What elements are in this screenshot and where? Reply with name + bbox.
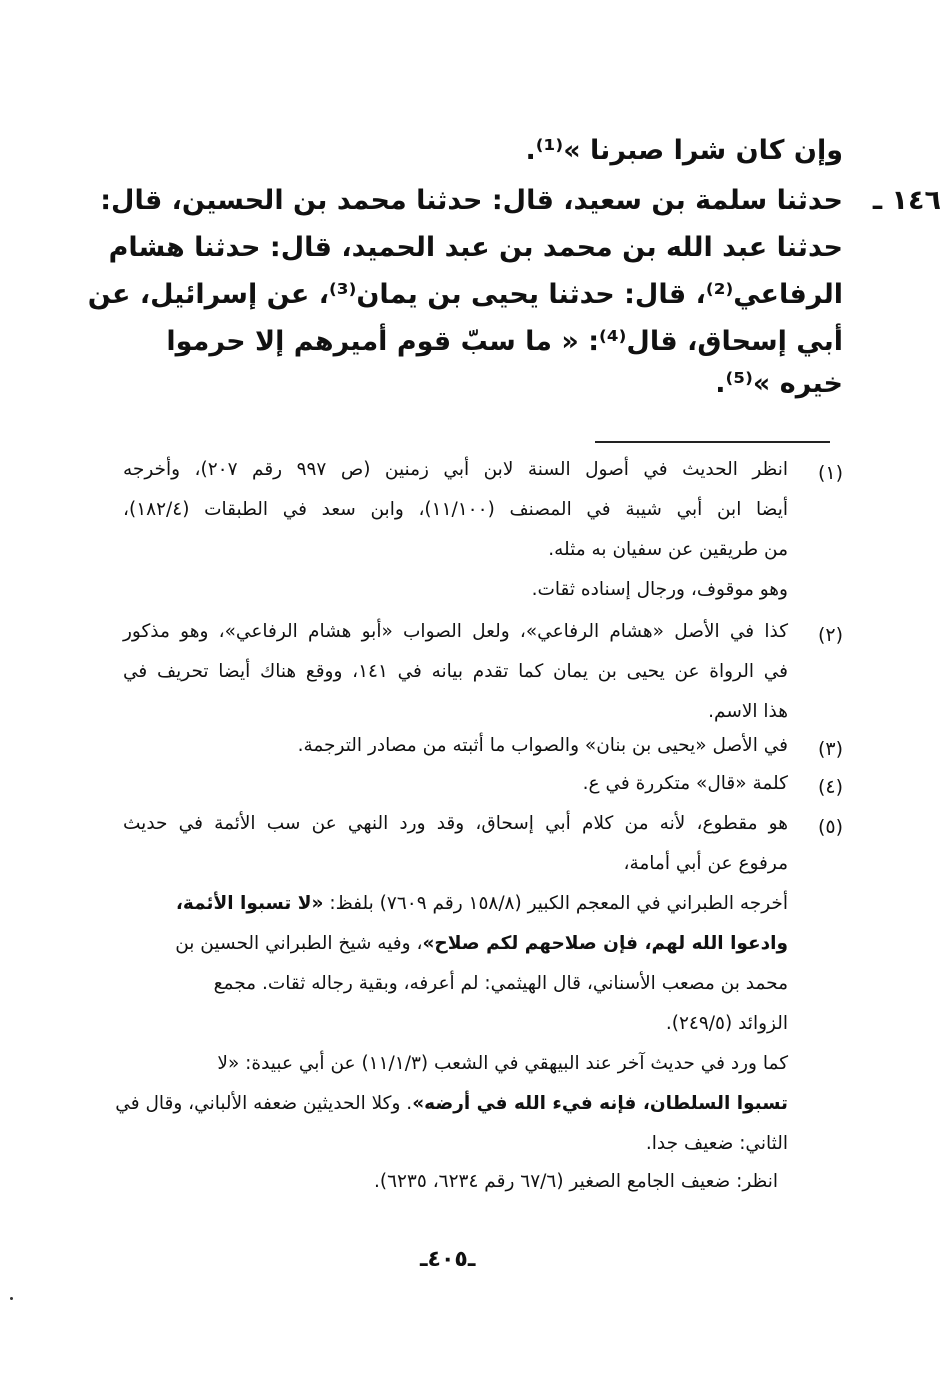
footnote-5 [108, 810, 788, 1200]
footnote-line: في الأصل «يحيى بن بنان» والصواب ما أثبته من مصادر الترجمة. [297, 735, 788, 756]
footnote-number: (٤) [817, 776, 843, 798]
main-line-2: حدثنا سلمة بن سعيد، قال: حدثنا محمد بن الحسين، قال: [100, 185, 843, 216]
footnote-number: (٥) [817, 816, 843, 838]
footnote-number: (١) [817, 462, 843, 484]
main-line-6: خيره »⁽⁵⁾. [715, 368, 843, 399]
footnote-line: الثاني: ضعيف جدا. [645, 1133, 788, 1154]
footnote-line: هذا الاسم. [708, 701, 788, 722]
footnote-line: انظر الحديث في أصول السنة لابن أبي زمنين (ص ٩٩٧ رقم ٢٠٧)، وأخرجه [123, 459, 788, 480]
footnote-line [175, 930, 788, 957]
footnote-text: أخرجه الطبراني في المعجم الكبير (١٥٨/٨ رقم ٧٦٠٩) بلفظ: [329, 893, 788, 914]
footnote-line: وهو موقوف، ورجال إسناده ثقات. [531, 579, 788, 600]
main-line-5: أبي إسحاق، قال⁽⁴⁾: « ما سبّ قوم أميرهم إلا حرموا [166, 326, 843, 357]
page-number: ـ٤٠٥ـ [420, 1247, 476, 1272]
footnote-line: من طريقين عن سفيان به مثله. [548, 539, 788, 560]
main-line-1: وإن كان شرا صبرنا »⁽¹⁾. [525, 135, 843, 166]
footnote-line: هو مقطوع، لأنه من كلام أبي إسحاق، وقد ورد النهي عن سب الأئمة في حديث [123, 813, 788, 834]
footnote-line: كلمة «قال» متكررة في ع. [582, 773, 788, 794]
main-text-block [87, 0, 941, 420]
footnote-4 [108, 770, 788, 800]
footnote-line: في الرواة عن يحيى بن يمان كما تقدم بيانه في ١٤١، ووقع هناك أيضا تحريف في [123, 661, 789, 682]
hadith-number: ١٤٦ ـ [872, 185, 941, 216]
footnote-line: انظر: ضعيف الجامع الصغير (٦٧/٦ رقم ٦٢٣٤، ٦٢٣٥). [373, 1171, 778, 1192]
footnote-number: (٣) [817, 738, 843, 760]
footnote-2 [108, 618, 788, 728]
hadith-quote: وادعوا الله لهم، فإن صلاحهم لكم صلاح» [422, 933, 788, 954]
footnote-1 [108, 456, 788, 606]
main-line-4: الرفاعي⁽²⁾، قال: حدثنا يحيى بن يمان⁽³⁾، عن إسرائيل، عن [87, 279, 843, 310]
footnote-line [176, 890, 788, 917]
footnote-line: كذا في الأصل «هشام الرفاعي»، ولعل الصواب «أبو هشام الرفاعي»، وهو مذكور [123, 621, 788, 642]
footnote-line: محمد بن مصعب الأسناني، قال الهيثمي: لم أعرفه، وبقية رجاله ثقات. مجمع [213, 973, 788, 994]
footnote-text: . وكلا الحديثين ضعفه الألباني، وقال في [115, 1093, 413, 1114]
footnote-number: (٢) [817, 624, 843, 646]
footnote-line [115, 1090, 788, 1117]
hadith-quote: تسبوا السلطان، فإنه فيء الله في أرضه» [412, 1093, 788, 1114]
footnote-3 [108, 732, 788, 762]
footnote-separator [595, 441, 830, 443]
footnote-line: كما ورد في حديث آخر عند البيهقي في الشعب (١١/١/٣) عن أبي عبيدة: «لا [217, 1053, 788, 1074]
footnote-line: الزوائد (٢٤٩/٥). [665, 1013, 788, 1034]
footnote-text: ، وفيه شيخ الطبراني الحسين بن [175, 933, 423, 954]
footnote-line: أيضا ابن أبي شيبة في المصنف (١١/١٠٠)، وابن سعد في الطبقات (١٨٢/٤)، [123, 499, 788, 520]
scan-speck [10, 1297, 13, 1300]
footnote-line: مرفوع عن أبي أمامة، [623, 853, 788, 874]
hadith-quote: «لا تسبوا الأئمة، [175, 893, 324, 914]
main-line-3: حدثنا عبد الله بن محمد بن عبد الحميد، قال: حدثنا هشام [108, 232, 843, 263]
footnote-5-reference [108, 1168, 778, 1198]
